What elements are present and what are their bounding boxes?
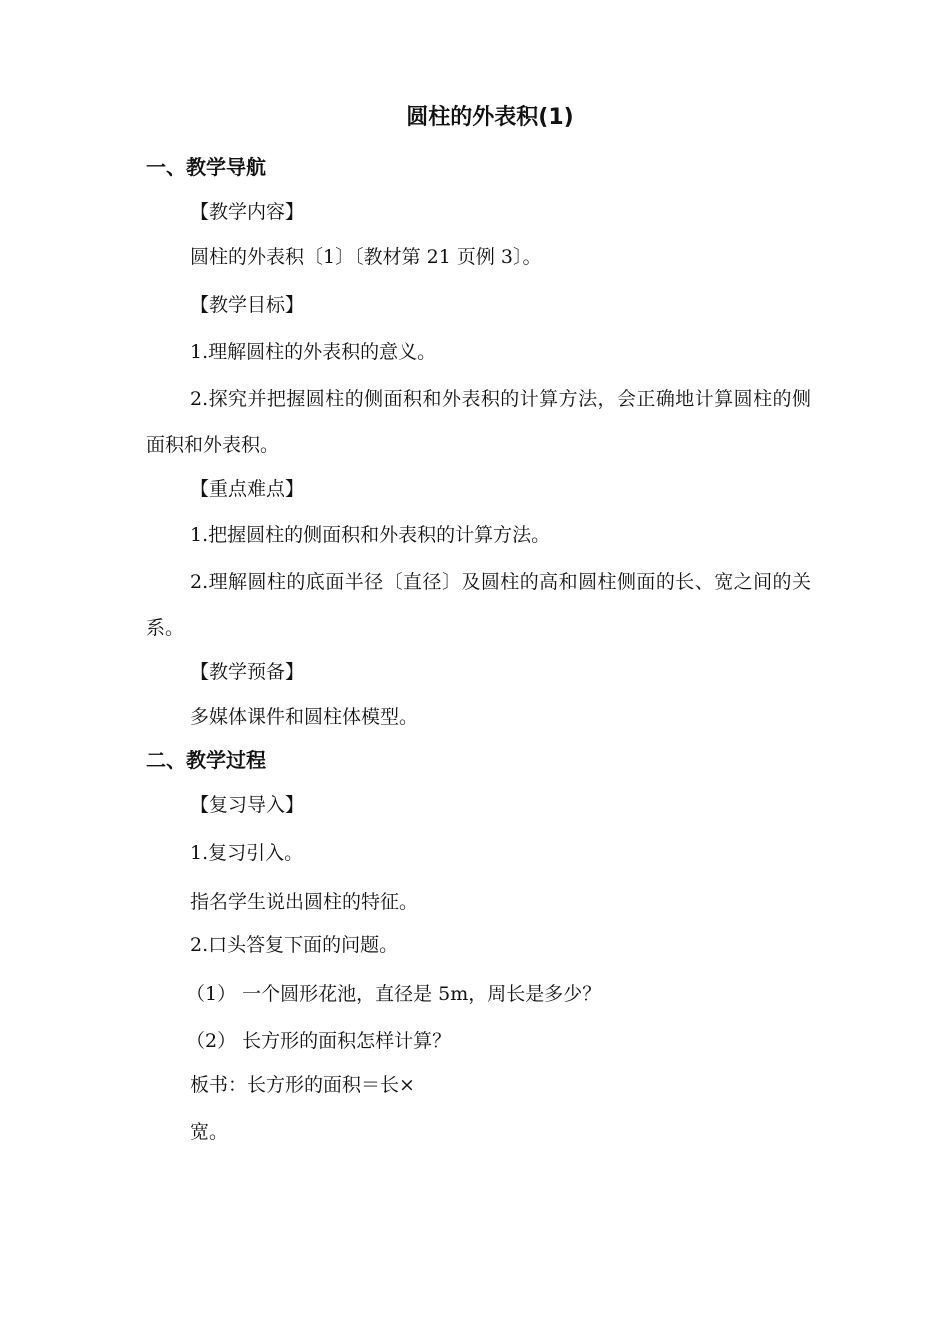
teaching-content-label: 【教学内容】	[190, 201, 305, 223]
teaching-prep-label: 【教学预备】	[190, 661, 305, 683]
question-2: （2） 长方形的面积怎样计算？	[186, 1030, 452, 1052]
teaching-goal-2: 2.探究并把握圆柱的侧面积和外表积的计算方法，会正确地计算圆柱的侧面积和外表积。	[146, 388, 811, 456]
board-writing-line-1: 板书：长方形的面积＝长×	[190, 1074, 415, 1096]
review-item-1: 1.复习引入。	[190, 842, 304, 864]
board-writing-line-2: 宽。	[190, 1121, 229, 1143]
question-1: （1） 一个圆形花池，直径是 5m，周长是多少？	[186, 983, 602, 1005]
review-item-1-text: 指名学生说出圆柱的特征。	[190, 891, 419, 913]
teaching-prep-text: 多媒体课件和圆柱体模型。	[190, 706, 419, 728]
teaching-goals-label: 【教学目标】	[190, 294, 305, 316]
section-heading-teaching-guide: 一、教学导航	[146, 155, 266, 179]
document-title: 圆柱的外表积(1)	[406, 105, 574, 130]
key-points-label: 【重点难点】	[190, 478, 305, 500]
teaching-goal-1: 1.理解圆柱的外表积的意义。	[190, 341, 437, 363]
key-point-1: 1.把握圆柱的侧面积和外表积的计算方法。	[190, 524, 551, 546]
review-intro-label: 【复习导入】	[190, 794, 305, 816]
key-point-2: 2.理解圆柱的底面半径〔直径〕及圆柱的高和圆柱侧面的长、宽之间的关系。	[146, 571, 811, 639]
review-item-2: 2.口头答复下面的问题。	[190, 934, 399, 956]
teaching-content-text: 圆柱的外表积〔1〕〔教材第 21 页例 3〕。	[190, 246, 542, 268]
section-heading-teaching-process: 二、教学过程	[146, 748, 266, 772]
